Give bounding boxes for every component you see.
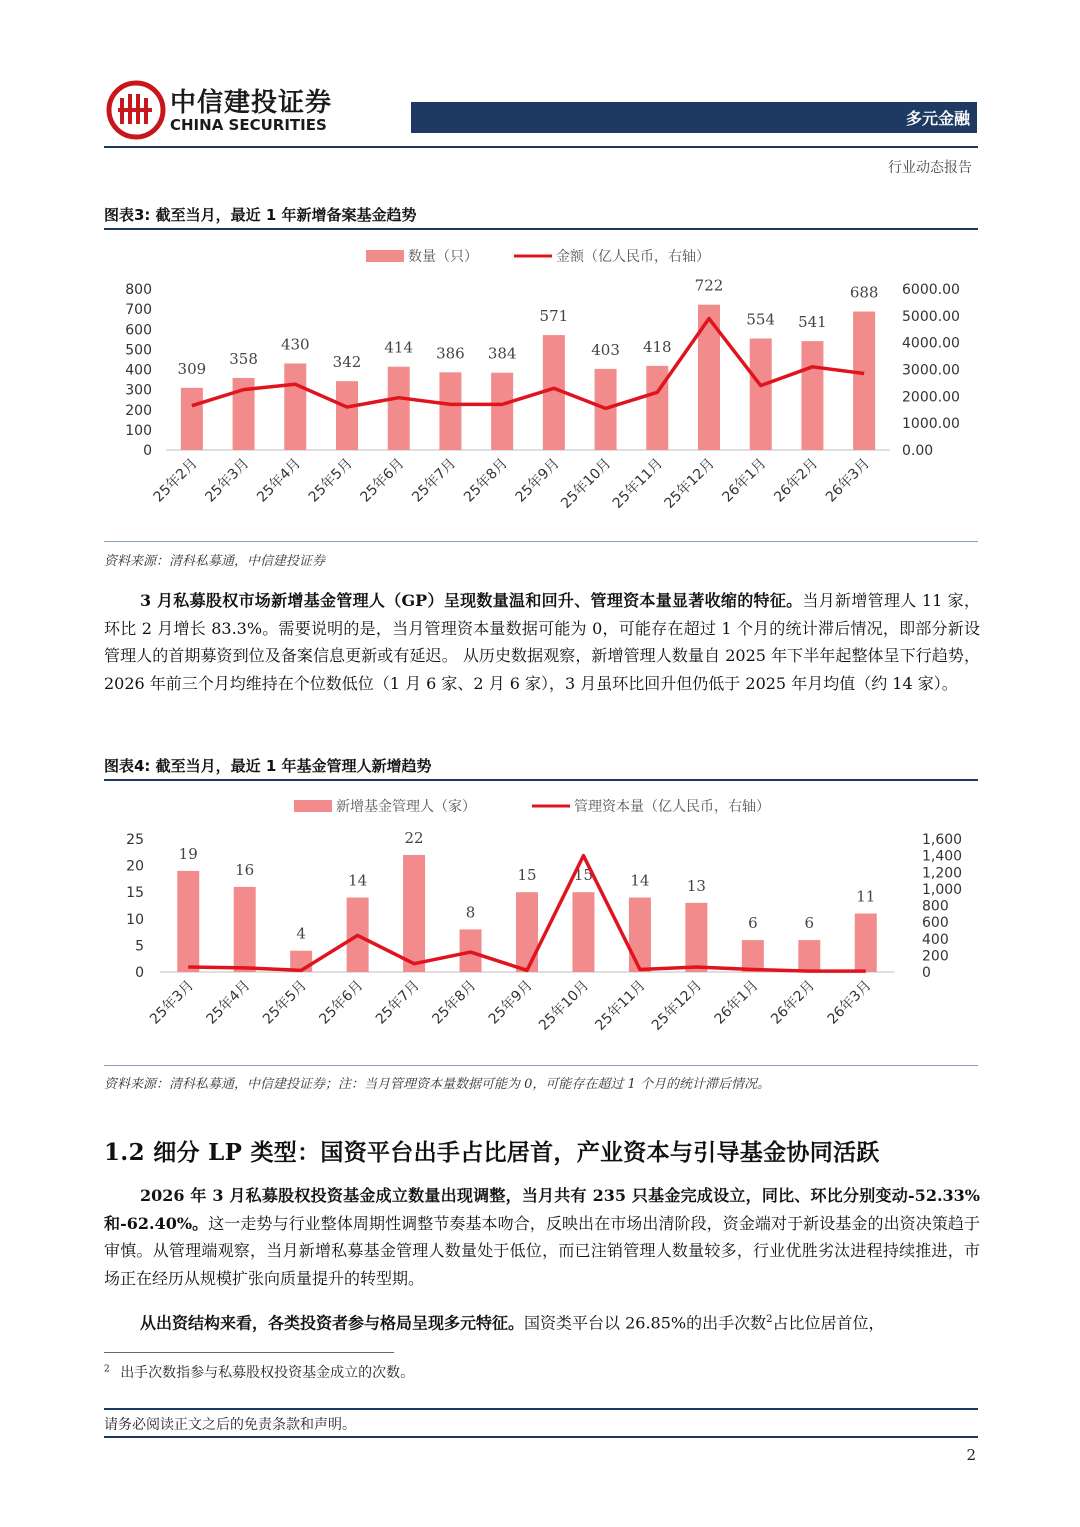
chart1-source: 资料来源：清科私募通，中信建投证券 bbox=[104, 554, 326, 569]
x-tick-label: 25年12月 bbox=[661, 455, 718, 512]
footnote-number: 2 bbox=[104, 1364, 110, 1375]
footnote-text: 出手次数指参与私募股权投资基金成立的次数。 bbox=[120, 1365, 415, 1381]
x-tick-label: 25年11月 bbox=[609, 455, 667, 512]
bar bbox=[336, 381, 358, 450]
bar-value-label: 342 bbox=[332, 353, 362, 372]
bar-value-label: 15 bbox=[573, 866, 594, 885]
x-tick-label: 25年10月 bbox=[558, 455, 615, 512]
chart2 bbox=[104, 786, 980, 1071]
paragraph-gp-body: 当月新增管理人 11 家，环比 2 月增长 83.3%。需要说明的是，当月管理资本量数据可能为 0，可能存在超过 1 个月的统计滞后情况，即部分新设管理人的首期募资到位及备案信息更新或有延迟。 从历史数据观察，新增管理人数量自 2025 年下半年起整体呈下行趋势，2026 年前三个月均维持在个位数低位（1 月 6 家、2 月 6 家），3 月虽环比回升但仍低于 2025 年月均值（约 14 家）。 bbox=[104, 591, 980, 693]
x-tick-label: 25年8月 bbox=[460, 455, 511, 506]
y-tick-label: 15 bbox=[126, 885, 144, 902]
y-tick-label: 400 bbox=[125, 362, 152, 379]
bar bbox=[750, 339, 772, 450]
bar-value-label: 8 bbox=[465, 903, 476, 922]
paragraph-lp bbox=[104, 1306, 980, 1337]
bar-value-label: 554 bbox=[746, 310, 776, 329]
x-tick-label: 25年7月 bbox=[409, 455, 460, 506]
x-tick-label: 25年11月 bbox=[592, 977, 649, 1034]
chart1-legend-bar: 数量（只） bbox=[408, 249, 478, 265]
chart2-bottom-rule bbox=[104, 1065, 978, 1066]
bar-value-label: 384 bbox=[487, 344, 517, 363]
y-tick-label: 0 bbox=[143, 443, 152, 459]
bar bbox=[284, 363, 306, 450]
x-tick-label: 25年8月 bbox=[429, 977, 480, 1028]
x-tick-label: 25年10月 bbox=[535, 977, 593, 1034]
x-tick-label: 25年3月 bbox=[147, 977, 198, 1028]
paragraph-lp-body-end: 占比位居首位， bbox=[772, 1313, 885, 1333]
chart2-title: 图表4: 截至当月，最近 1 年基金管理人新增趋势 bbox=[104, 757, 432, 775]
x-tick-label: 25年9月 bbox=[485, 977, 536, 1028]
chart1-bottom-rule bbox=[104, 541, 978, 542]
paragraph-funds-body: 这一走势与行业整体周期性调整节奏基本吻合，反映出在市场出清阶段，资金端对于新设基金的出资决策趋于审慎。从管理端观察，当月新增私募基金管理人数量处于低位，而已注销管理人数量较多，行业优胜劣汰进程持续推进，市场正在经历从规模扩张向质量提升的转型期。 bbox=[104, 1213, 980, 1288]
x-tick-label: 26年1月 bbox=[711, 977, 762, 1028]
x-tick-label: 26年3月 bbox=[824, 977, 875, 1028]
paragraph-funds bbox=[104, 1182, 980, 1292]
bar bbox=[629, 898, 651, 972]
x-tick-label: 25年5月 bbox=[305, 455, 356, 506]
bar bbox=[572, 892, 594, 972]
x-tick-label: 25年3月 bbox=[202, 455, 253, 506]
y2-tick-label: 1,200 bbox=[922, 865, 963, 882]
x-tick-label: 25年4月 bbox=[254, 455, 305, 506]
bar bbox=[798, 940, 820, 972]
chart1 bbox=[104, 238, 980, 538]
y2-tick-label: 3000.00 bbox=[902, 362, 960, 379]
bar-value-label: 14 bbox=[348, 871, 368, 890]
y2-tick-label: 2000.00 bbox=[902, 389, 960, 406]
bar-value-label: 430 bbox=[280, 335, 310, 354]
bar bbox=[234, 887, 256, 972]
footnote bbox=[104, 1362, 414, 1382]
bar-value-label: 6 bbox=[748, 914, 758, 933]
chart1-top-rule bbox=[104, 228, 978, 230]
y-tick-label: 600 bbox=[125, 322, 152, 339]
footnote-ref[interactable]: 2 bbox=[766, 1314, 773, 1325]
paragraph-funds-lead: 2026 年 3 月私募股权投资基金成立数量出现调整，当月共有 235 只基金完成设立，同比、环比分别变动-52.33%和-62.40%。 bbox=[104, 1186, 980, 1233]
bar bbox=[181, 388, 203, 450]
chart2-legend-line: 管理资本量（亿人民币，右轴） bbox=[574, 799, 770, 815]
y-tick-label: 300 bbox=[125, 382, 152, 399]
y-tick-label: 200 bbox=[125, 402, 152, 419]
x-tick-label: 25年6月 bbox=[357, 455, 408, 506]
banner-label: 多元金融 bbox=[905, 109, 970, 128]
bar bbox=[742, 940, 764, 972]
x-tick-label: 26年2月 bbox=[768, 977, 819, 1028]
x-tick-label: 25年2月 bbox=[150, 455, 201, 506]
bar-value-label: 4 bbox=[296, 924, 306, 943]
china-securities-logo-icon bbox=[106, 80, 166, 140]
y2-tick-label: 800 bbox=[922, 898, 949, 915]
y-tick-label: 500 bbox=[125, 342, 152, 359]
x-tick-label: 25年12月 bbox=[648, 977, 706, 1034]
x-tick-label: 25年9月 bbox=[512, 455, 563, 506]
bar bbox=[685, 903, 707, 972]
x-tick-label: 26年3月 bbox=[822, 455, 873, 506]
report-type: 行业动态报告 bbox=[888, 160, 972, 176]
header-rule bbox=[104, 146, 978, 148]
x-tick-label: 25年7月 bbox=[372, 977, 423, 1028]
chart1-legend-line: 金额（亿人民币，右轴） bbox=[556, 249, 710, 265]
bar-value-label: 11 bbox=[856, 887, 876, 906]
chart2-right-axis bbox=[922, 832, 962, 981]
bar bbox=[855, 913, 877, 972]
logo bbox=[106, 80, 342, 142]
footer-rule-bottom bbox=[104, 1436, 978, 1438]
bar-value-label: 19 bbox=[178, 844, 198, 863]
disclaimer: 请务必阅读正文之后的免责条款和声明。 bbox=[104, 1417, 356, 1433]
bar-value-label: 571 bbox=[539, 307, 569, 326]
x-tick-label: 26年2月 bbox=[771, 455, 822, 506]
chart2-left-axis bbox=[126, 832, 144, 981]
bar bbox=[439, 372, 461, 450]
paragraph-lp-lead: 从出资结构来看，各类投资者参与格局呈现多元特征。 bbox=[140, 1313, 525, 1333]
bar bbox=[491, 373, 513, 450]
y-tick-label: 100 bbox=[125, 422, 152, 439]
chart1-left-axis bbox=[125, 282, 152, 459]
y2-tick-label: 0 bbox=[922, 965, 931, 981]
chart2-legend-bar-swatch bbox=[294, 800, 332, 812]
bar bbox=[388, 367, 410, 450]
y-tick-label: 5 bbox=[135, 938, 144, 955]
y2-tick-label: 5000.00 bbox=[902, 308, 960, 325]
bar-value-label: 358 bbox=[229, 349, 258, 368]
y-tick-label: 10 bbox=[126, 911, 144, 928]
bar-value-label: 414 bbox=[384, 338, 414, 357]
y2-tick-label: 4000.00 bbox=[902, 335, 960, 352]
y2-tick-label: 1,000 bbox=[922, 881, 963, 898]
logo-en: CHINA SECURITIES bbox=[170, 116, 327, 134]
bar bbox=[853, 312, 875, 450]
y2-tick-label: 6000.00 bbox=[902, 282, 960, 298]
bar-value-label: 688 bbox=[849, 283, 879, 302]
chart1-right-axis bbox=[902, 282, 960, 459]
footnote-rule bbox=[104, 1352, 394, 1353]
bar bbox=[801, 341, 823, 450]
bar bbox=[403, 855, 425, 972]
x-tick-label: 26年1月 bbox=[719, 455, 770, 506]
bar-value-label: 16 bbox=[235, 860, 255, 879]
y-tick-label: 25 bbox=[126, 832, 144, 848]
y-tick-label: 700 bbox=[125, 302, 152, 319]
y2-tick-label: 600 bbox=[922, 915, 949, 932]
x-tick-label: 25年6月 bbox=[316, 977, 367, 1028]
chart1-legend-bar-swatch bbox=[366, 250, 404, 262]
y-tick-label: 0 bbox=[135, 965, 144, 981]
y2-tick-label: 1,600 bbox=[922, 832, 963, 848]
y2-tick-label: 0.00 bbox=[902, 443, 934, 459]
bar-value-label: 722 bbox=[694, 276, 724, 295]
bar-value-label: 6 bbox=[804, 914, 815, 933]
y2-tick-label: 1,400 bbox=[922, 848, 963, 865]
logo-cn: 中信建投证券 bbox=[170, 88, 333, 118]
y2-tick-label: 400 bbox=[922, 931, 949, 948]
footer-rule-top bbox=[104, 1408, 978, 1410]
page-number: 2 bbox=[966, 1446, 976, 1464]
y-tick-label: 20 bbox=[126, 858, 144, 875]
bar-value-label: 15 bbox=[517, 866, 537, 885]
bar-value-label: 418 bbox=[642, 337, 672, 356]
bar-value-label: 386 bbox=[436, 344, 465, 363]
paragraph-gp bbox=[104, 587, 980, 697]
bar-value-label: 13 bbox=[686, 876, 706, 895]
y-tick-label: 800 bbox=[125, 282, 152, 298]
y2-tick-label: 200 bbox=[922, 948, 949, 965]
bar-value-label: 14 bbox=[630, 871, 650, 890]
chart2-source: 资料来源：清科私募通，中信建投证券；注：当月管理资本量数据可能为 0，可能存在超过 1 个月的统计滞后情况。 bbox=[104, 1077, 770, 1092]
bar bbox=[177, 871, 199, 972]
bar-value-label: 541 bbox=[798, 313, 827, 332]
paragraph-gp-lead: 3 月私募股权市场新增基金管理人（GP）呈现数量温和回升、管理资本量显著收缩的特征。 bbox=[140, 591, 803, 610]
chart2-legend-bar: 新增基金管理人（家） bbox=[336, 799, 476, 815]
chart2-top-rule bbox=[104, 779, 978, 781]
bar bbox=[516, 892, 538, 972]
chart1-title: 图表3: 截至当月，最近 1 年新增备案基金趋势 bbox=[104, 206, 417, 224]
x-tick-label: 25年5月 bbox=[259, 977, 310, 1028]
y2-tick-label: 1000.00 bbox=[902, 416, 960, 433]
bar-value-label: 22 bbox=[404, 828, 424, 847]
paragraph-lp-body: 国资类平台以 26.85%的出手次数 bbox=[524, 1313, 767, 1333]
x-tick-label: 25年4月 bbox=[203, 977, 254, 1028]
section-heading: 1.2 细分 LP 类型：国资平台出手占比居首，产业资本与引导基金协同活跃 bbox=[104, 1139, 880, 1166]
bar-value-label: 403 bbox=[591, 340, 620, 359]
bar-value-label: 309 bbox=[177, 359, 207, 378]
